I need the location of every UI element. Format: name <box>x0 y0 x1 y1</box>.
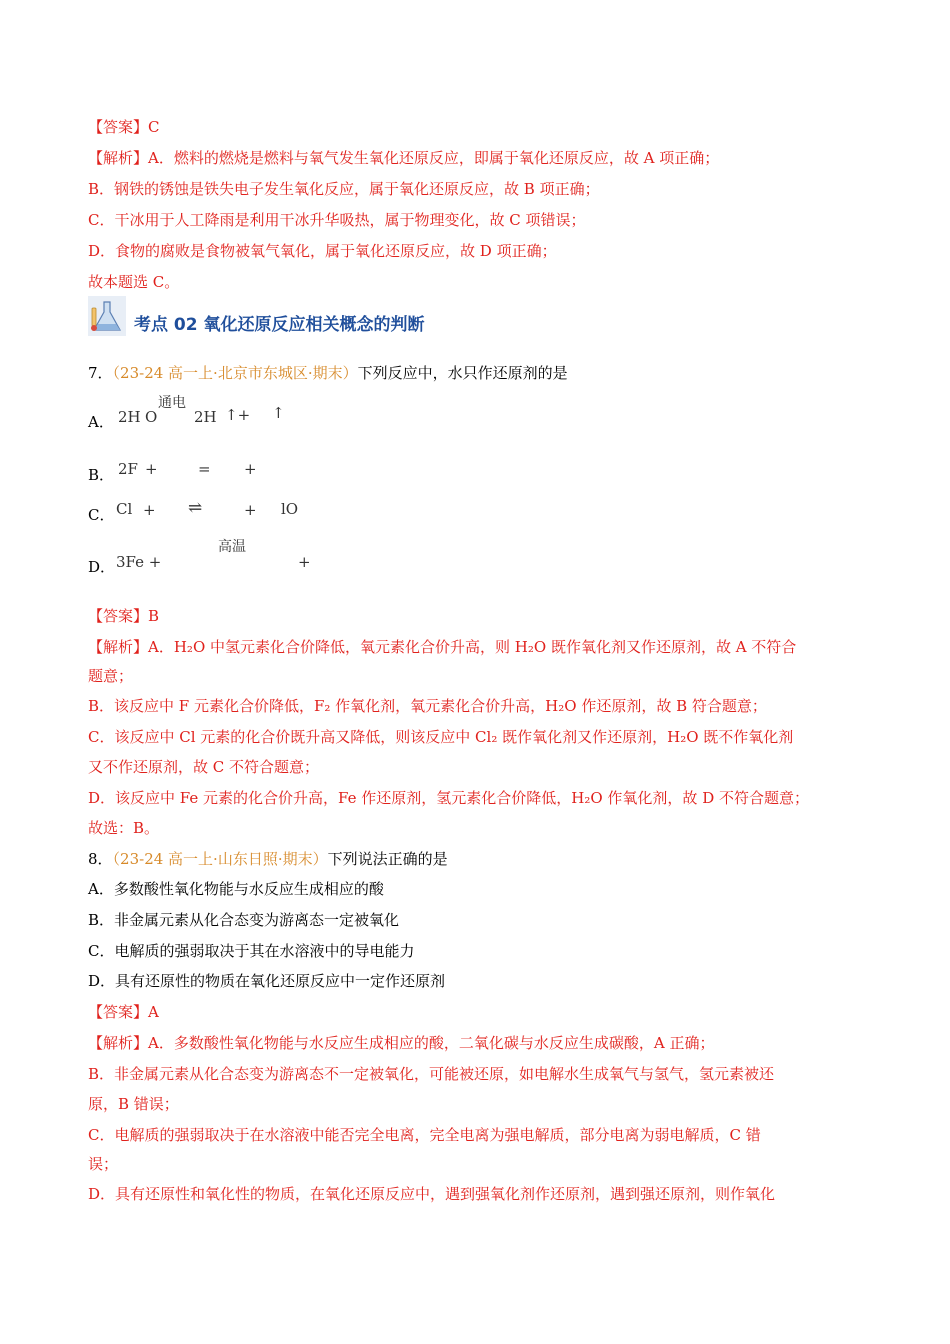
option-c: C．电解质的强弱取决于其在水溶液中的导电能力 <box>88 942 415 960</box>
analysis-line: B．非金属元素从化合态变为游离态不一定被氧化，可能被还原，如电解水生成氧气与氢气，氢元素被还 <box>88 1065 775 1083</box>
answer-line-1 <box>88 117 160 137</box>
analysis-line: 故选：B。 <box>88 819 160 837</box>
question-text: 下列说法正确的是 <box>327 850 448 868</box>
answer-label: 【答案】 <box>88 1003 149 1021</box>
answer-value: A <box>148 1003 159 1021</box>
analysis-line: 【解析】A．多数酸性氧化物能与水反应生成相应的酸，二氧化碳与水反应生成碳酸，A 正确； <box>88 1034 715 1052</box>
section-title: 考点 02 氧化还原反应相关概念的判断 <box>134 315 425 335</box>
option-a-eq-part: ↑ <box>272 404 285 422</box>
option-d: D．具有还原性的物质在氧化还原反应中一定作还原剂 <box>88 972 446 990</box>
analysis-line: 原，B 错误； <box>88 1095 179 1113</box>
analysis-label: 【解析】 <box>88 638 149 656</box>
analysis-line: 误； <box>88 1155 119 1173</box>
question-number: 7． <box>88 364 113 382</box>
analysis-line: C．该反应中 Cl 元素的化合价既升高又降低，则该反应中 Cl₂ 既作氧化剂又作还原剂，H₂O 既不作氧化剂 <box>88 728 794 746</box>
analysis-line: C．电解质的强弱取决于在水溶液中能否完全电离，完全电离为强电解质，部分电离为弱电解质，C 错 <box>88 1126 761 1144</box>
analysis-line: B．该反应中 F 元素化合价降低，F₂ 作氧化剂，氧元素化合价升高，H₂O 作还原剂，故 B 符合题意； <box>88 697 767 715</box>
question-number: 8． <box>88 850 113 868</box>
option-b-eq-part: + <box>145 460 158 478</box>
answer-value: B <box>148 607 160 625</box>
answer-line-8 <box>88 1002 159 1022</box>
option-d-condition: 高温 <box>218 539 246 555</box>
answer-value: C <box>148 118 160 136</box>
analysis-line: 【解析】A．燃料的燃烧是燃料与氧气发生氧化还原反应，即属于氧化还原反应，故 A 项正确； <box>88 149 720 167</box>
question-source: （23-24 高一上·山东日照·期末） <box>112 850 328 868</box>
analysis-line: D．具有还原性和氧化性的物质，在氧化还原反应中，遇到强氧化剂作还原剂，遇到强还原剂，则作氧化 <box>88 1185 776 1203</box>
analysis-line: 故本题选 C。 <box>88 273 180 291</box>
analysis-line: D．食物的腐败是食物被氧气氧化，属于氧化还原反应，故 D 项正确； <box>88 242 557 260</box>
question-source: （23-24 高一上·北京市东城区·期末） <box>112 364 358 382</box>
option-d-label: D． <box>88 558 116 576</box>
option-d-eq-part: 3Fe + <box>116 553 162 571</box>
option-b-eq-part: 2F <box>118 460 138 478</box>
option-c-eq-part: lO <box>281 500 299 518</box>
section-header <box>88 296 868 336</box>
option-a-eq-part: O <box>145 408 158 426</box>
option-a-eq-part: ↑+ <box>225 406 251 424</box>
answer-line-7 <box>88 606 159 626</box>
question-8-stem <box>88 849 448 869</box>
analysis-label: 【解析】 <box>88 1034 149 1052</box>
question-7-stem <box>88 363 568 383</box>
question-text: 下列反应中，水只作还原剂的是 <box>357 364 568 382</box>
analysis-line: D．该反应中 Fe 元素的化合价升高，Fe 作还原剂，氢元素化合价降低，H₂O 作氧化剂，故 D 不符合题意； <box>88 789 809 807</box>
option-b: B．非金属元素从化合态变为游离态一定被氧化 <box>88 911 400 929</box>
analysis-label: 【解析】 <box>88 149 149 167</box>
analysis-line: 【解析】A．H₂O 中氢元素化合价降低，氧元素化合价升高，则 H₂O 既作氧化剂又作还原剂，故 A 不符合 <box>88 638 797 656</box>
option-a-eq-part: 2H <box>194 408 217 426</box>
analysis-line: B．钢铁的锈蚀是铁失电子发生氧化反应，属于氧化还原反应，故 B 项正确； <box>88 180 600 198</box>
option-c-eq-part: + <box>143 501 156 519</box>
option-a: A．多数酸性氧化物能与水反应生成相应的酸 <box>88 880 384 898</box>
option-b-label: B． <box>88 466 115 484</box>
option-b-eq-part: = <box>198 460 211 478</box>
option-d-eq-part: + <box>298 553 311 571</box>
option-b-eq-part: + <box>244 460 257 478</box>
option-c-label: C． <box>88 506 115 524</box>
option-c-eq-part: ⇌ <box>188 498 203 518</box>
analysis-line: 题意； <box>88 667 134 685</box>
answer-label: 【答案】 <box>88 118 149 136</box>
answer-label: 【答案】 <box>88 607 149 625</box>
analysis-line: 又不作还原剂，故 C 不符合题意； <box>88 758 320 776</box>
analysis-line: C．干冰用于人工降雨是利用干冰升华吸热，属于物理变化，故 C 项错误； <box>88 211 586 229</box>
option-c-eq-part: + <box>244 501 257 519</box>
lab-flask-icon <box>88 296 126 336</box>
option-a-eq-part: 2H <box>118 408 141 426</box>
option-a-label: A． <box>88 413 114 431</box>
option-c-eq-part: Cl <box>116 500 133 518</box>
option-a-condition: 通电 <box>158 395 186 411</box>
